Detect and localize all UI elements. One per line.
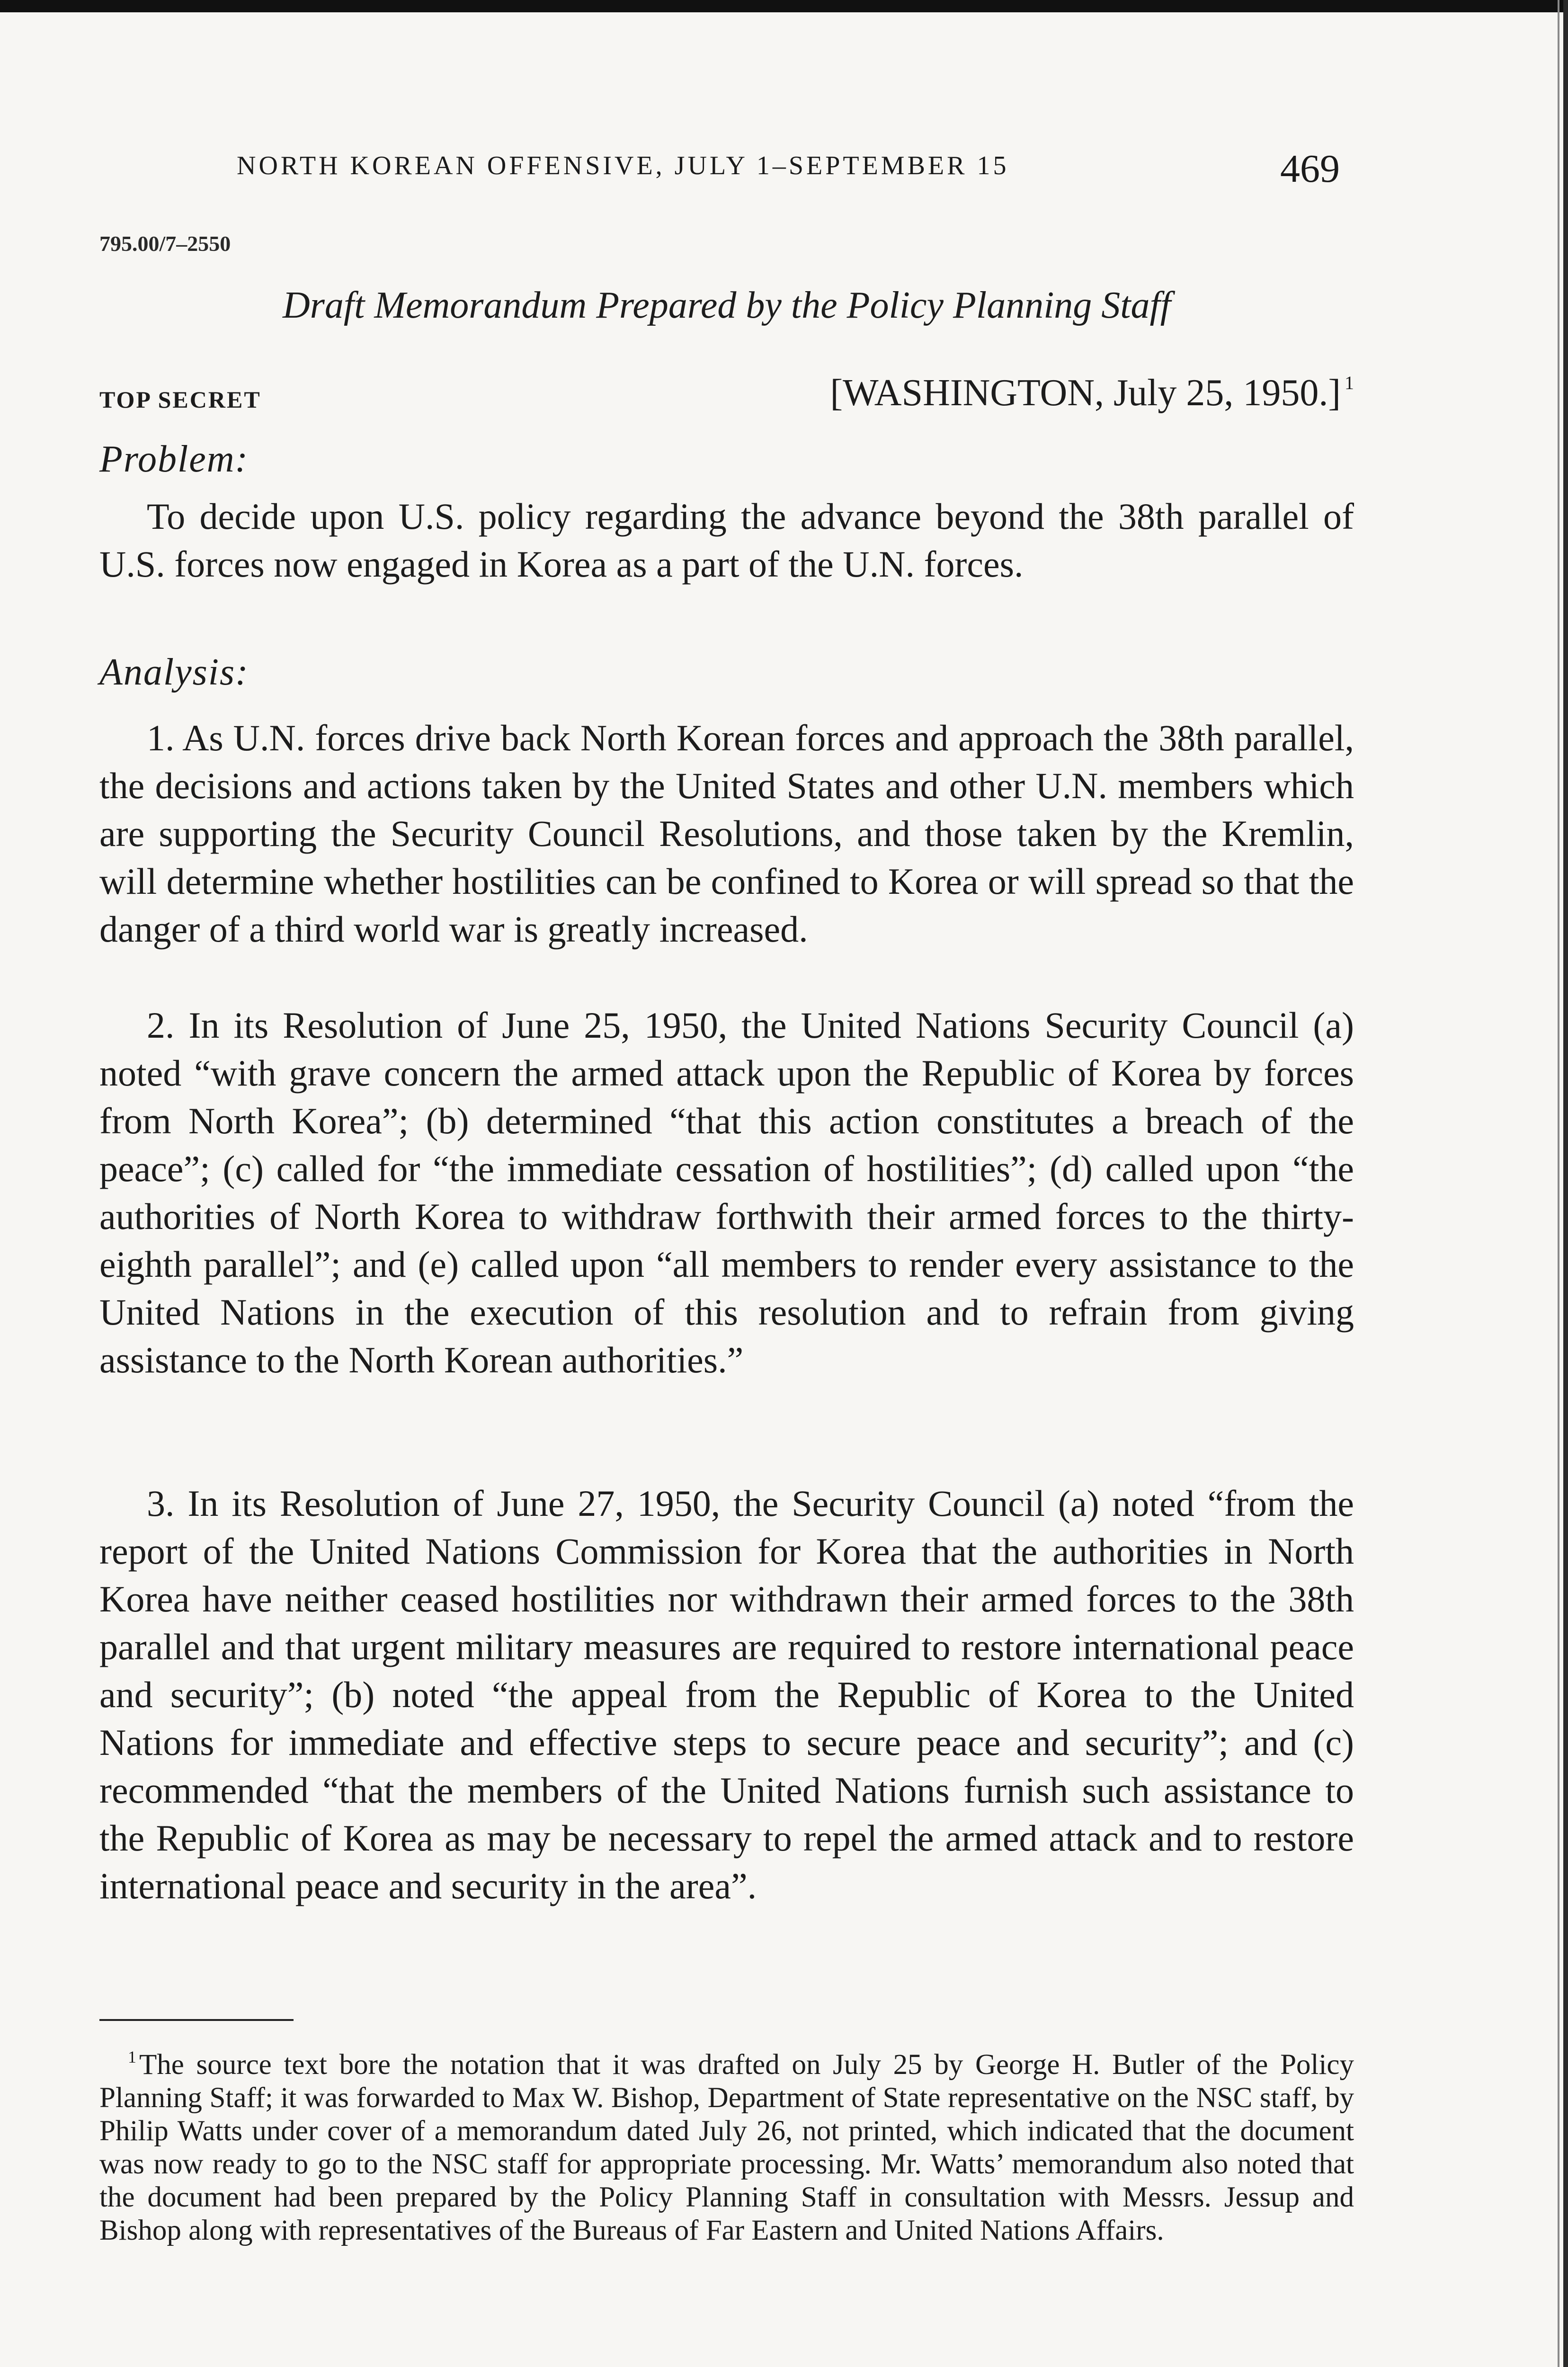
running-head-title: NORTH KOREAN OFFENSIVE, JULY 1–SEPTEMBER 15: [237, 151, 1009, 180]
analysis-heading: Analysis:: [99, 651, 249, 693]
analysis-paragraph-1: 1. As U.N. forces drive back North Korean forces and approach the 38th parallel, the decisions and actions taken by the United States and other U.N. members which are supporting the Security Council Resolutions, and those taken by the Kremlin, will determine whether hostilities can be confined to Korea or will spread so that the danger of a third world war is greatly increased.: [99, 717, 1354, 950]
footnote-mark: 1: [128, 2047, 136, 2066]
footnote: [99, 2040, 1354, 2247]
page-edge: [1563, 0, 1568, 2367]
page-edge-line: [1558, 0, 1559, 2367]
top-border: [0, 0, 1568, 12]
analysis-paragraph-2: 2. In its Resolution of June 25, 1950, the United Nations Security Council (a) noted “with grave concern the armed attack upon the Republic of Korea by forces from North Korea”; (b) determined “that this action constitutes a breach of the peace”; (c) called for “the immediate cessation of hostilities”; (d) called upon “the authorities of North Korea to withdraw forthwith their armed forces to the thirty-eighth parallel”; and (e) called upon “all members to render every assistance to the United Nations in the execution of this resolution and to refrain from giving assistance to the North Korean authorities.”: [99, 1005, 1354, 1380]
problem-paragraph: To decide upon U.S. policy regarding the advance beyond the 38th parallel of U.S. forces now engaged in Korea as a part of the U.N. forces.: [99, 496, 1354, 585]
footnote-reference: 1: [1345, 372, 1354, 393]
dateline-text: [WASHINGTON, July 25, 1950.]: [830, 372, 1341, 414]
footnote-text: The source text bore the notation that it was drafted on July 25 by George H. Butler of the Policy Planning Staff; it was forwarded to Max W. Bishop, Department of State representative on the NSC staff, by Philip Watts under cover of a memorandum dated July 26, not printed, which indicated that the document was now ready to go to the NSC staff for appropriate processing. Mr. Watts’ memorandum also noted that the document had been prepared by the Policy Planning Staff in consultation with Messrs. Jessup and Bishop along with representatives of the Bureaus of Far Eastern and United Nations Affairs.: [99, 2049, 1354, 2246]
document-title: Draft Memorandum Prepared by the Policy Planning Staff: [283, 285, 1171, 326]
analysis-paragraph-3: 3. In its Resolution of June 27, 1950, the Security Council (a) noted “from the report of the United Nations Commission for Korea that the authorities in North Korea have neither ceased hostilities nor withdrawn their armed forces to the 38th parallel and that urgent military measures are required to restore international peace and security”; (b) noted “the appeal from the Republic of Korea to the United Nations for immediate and effective steps to secure peace and security”; and (c) recommended “that the members of the United Nations furnish such assistance to the Republic of Korea as may be necessary to repel the armed attack and to restore international peace and security in the area”.: [99, 1483, 1354, 1906]
running-head: [237, 147, 1340, 191]
problem-heading: Problem:: [99, 438, 249, 480]
footnote-divider: [99, 2019, 294, 2021]
classification-label: TOP SECRET: [99, 386, 261, 413]
page-number: 469: [1280, 147, 1340, 191]
file-number: 795.00/7–2550: [99, 231, 231, 256]
dateline: [830, 372, 1354, 415]
